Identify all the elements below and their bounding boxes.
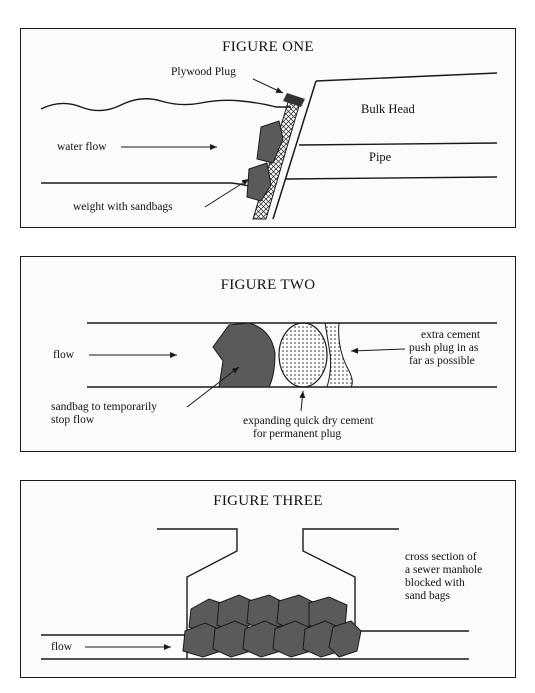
cement-label-2: for permanent plug (253, 428, 342, 440)
weight-label: weight with sandbags (73, 201, 173, 213)
figure-one-drawing (21, 29, 517, 229)
plug-arrow (253, 79, 283, 93)
figure-three-title: FIGURE THREE (213, 493, 323, 509)
sandbag-label-1: sandbag to temporarily (51, 401, 158, 413)
cement-plug (279, 323, 327, 387)
bulkhead-label: Bulk Head (361, 102, 415, 116)
caption-line-4: sand bags (405, 590, 451, 602)
pipe-label: Pipe (369, 150, 392, 164)
channel-bottom (41, 183, 261, 191)
water-flow-label: water flow (57, 141, 107, 153)
figure-three-panel (20, 480, 516, 678)
sandbag-pile (183, 595, 361, 657)
figure-two-panel (20, 256, 516, 452)
extra-cement (325, 323, 352, 387)
pipe-top (299, 143, 497, 145)
cement-label-1: expanding quick dry cement (243, 415, 374, 427)
flow-label: flow (53, 349, 75, 361)
extra-cement-label-2: push plug in as (409, 342, 479, 354)
extra-cement-arrow (351, 349, 405, 351)
figure-one-title: FIGURE ONE (222, 39, 314, 55)
water-surface (41, 99, 291, 111)
sandbag (213, 323, 275, 387)
figure-one-panel (20, 28, 516, 228)
caption-line-1: cross section of (405, 551, 477, 563)
sandbag-label-2: stop flow (51, 414, 95, 426)
caption-line-3: blocked with (405, 577, 465, 589)
extra-cement-label-1: extra cement (421, 329, 481, 341)
flow-label: flow (51, 641, 73, 653)
pipe-bottom (286, 177, 497, 179)
bulkhead-top (316, 73, 497, 81)
cement-arrow (301, 391, 303, 411)
figure-two-title: FIGURE TWO (220, 277, 316, 293)
extra-cement-label-3: far as possible (409, 355, 475, 367)
caption-line-2: a sewer manhole (405, 564, 483, 576)
plywood-plug-label: Plywood Plug (171, 66, 236, 78)
